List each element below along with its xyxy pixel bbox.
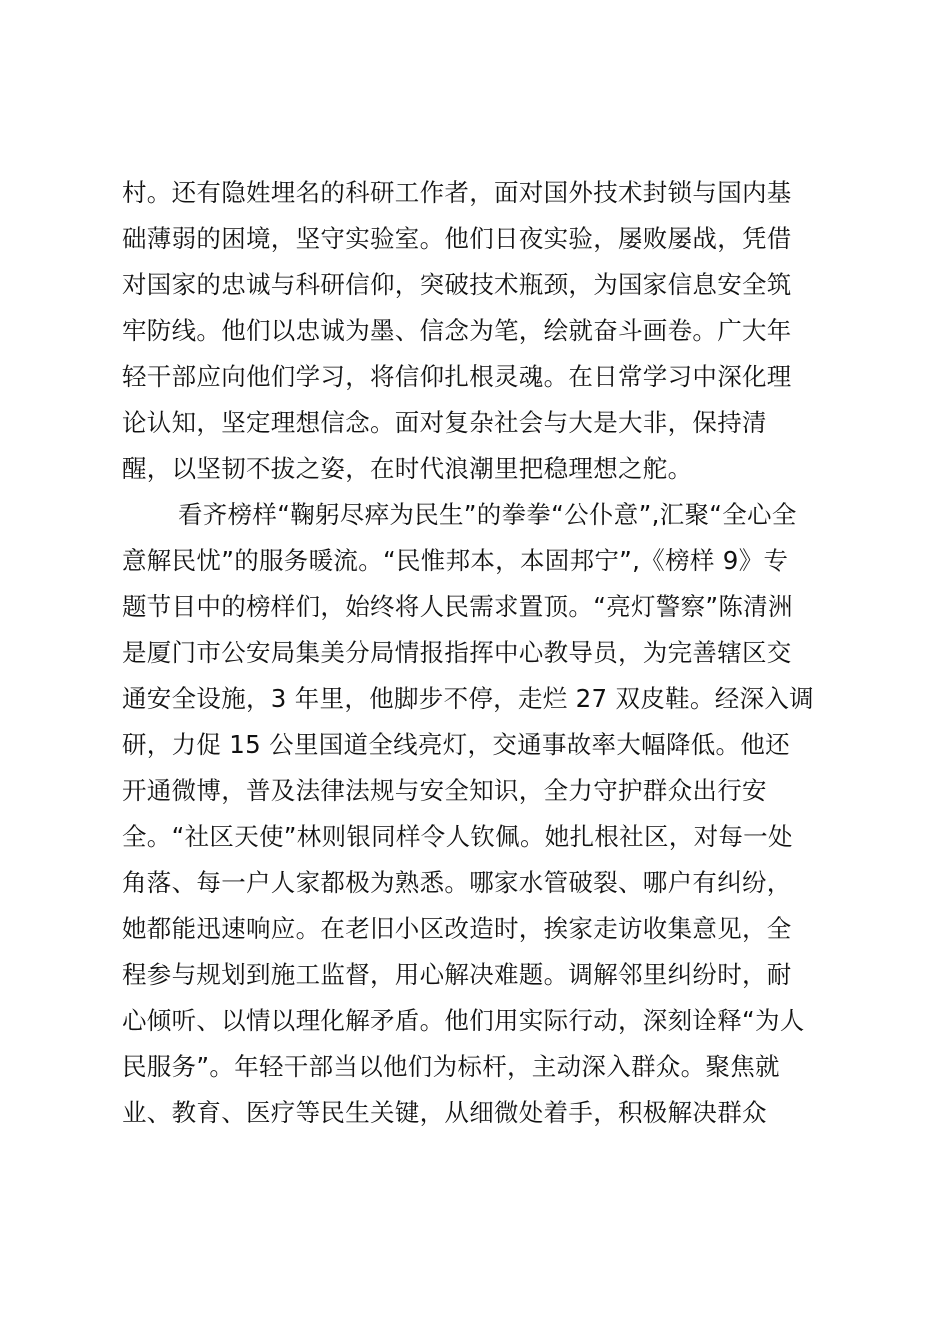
text-line: 论认知，坚定理想信念。面对复杂社会与大是大非，保持清 xyxy=(122,408,767,437)
text-line: 全。“社区天使”林则银同样令人钦佩。她扎根社区，对每一处 xyxy=(122,822,793,851)
text-line: 础薄弱的困境，坚守实验室。他们日夜实验，屡败屡战，凭借 xyxy=(122,224,792,253)
text-line: 村。还有隐姓埋名的科研工作者，面对国外技术封锁与国内基 xyxy=(122,178,792,207)
text-line-first: 看齐榜样“鞠躬尽瘁为民生”的拳拳“公仆意”,汇聚“全心全 xyxy=(178,500,797,529)
text-line: 开通微博，普及法律法规与安全知识，全力守护群众出行安 xyxy=(122,776,767,805)
text-line: 程参与规划到施工监督，用心解决难题。调解邻里纠纷时，耐 xyxy=(122,960,792,989)
text-line: 是厦门市公安局集美分局情报指挥中心教导员，为完善辖区交 xyxy=(122,638,792,667)
text-line: 心倾听、以情以理化解矛盾。他们用实际行动，深刻诠释“为人 xyxy=(122,1006,805,1035)
text-line: 民服务”。年轻干部当以他们为标杆，主动深入群众。聚焦就 xyxy=(122,1052,780,1081)
text-line: 醒，以坚韧不拔之姿，在时代浪潮里把稳理想之舵。 xyxy=(122,454,693,483)
body-text xyxy=(122,170,842,1136)
text-line: 对国家的忠诚与科研信仰，突破技术瓶颈，为国家信息安全筑 xyxy=(122,270,792,299)
text-line: 角落、每一户人家都极为熟悉。哪家水管破裂、哪户有纠纷， xyxy=(122,868,792,897)
text-line: 牢防线。他们以忠诚为墨、信念为笔，绘就奋斗画卷。广大年 xyxy=(122,316,792,345)
text-line: 她都能迅速响应。在老旧小区改造时，挨家走访收集意见，全 xyxy=(122,914,792,943)
text-line: 业、教育、医疗等民生关键，从细微处着手，积极解决群众 xyxy=(122,1098,767,1127)
text-line: 研，力促 15 公里国道全线亮灯，交通事故率大幅降低。他还 xyxy=(122,730,790,759)
text-line: 题节目中的榜样们，始终将人民需求置顶。“亮灯警察”陈清洲 xyxy=(122,592,793,621)
text-line: 轻干部应向他们学习，将信仰扎根灵魂。在日常学习中深化理 xyxy=(122,362,792,391)
text-line: 意解民忧”的服务暖流。“民惟邦本，本固邦宁”,《榜样 9》专 xyxy=(122,546,789,575)
text-line: 通安全设施，3 年里，他脚步不停，走烂 27 双皮鞋。经深入调 xyxy=(122,684,814,713)
